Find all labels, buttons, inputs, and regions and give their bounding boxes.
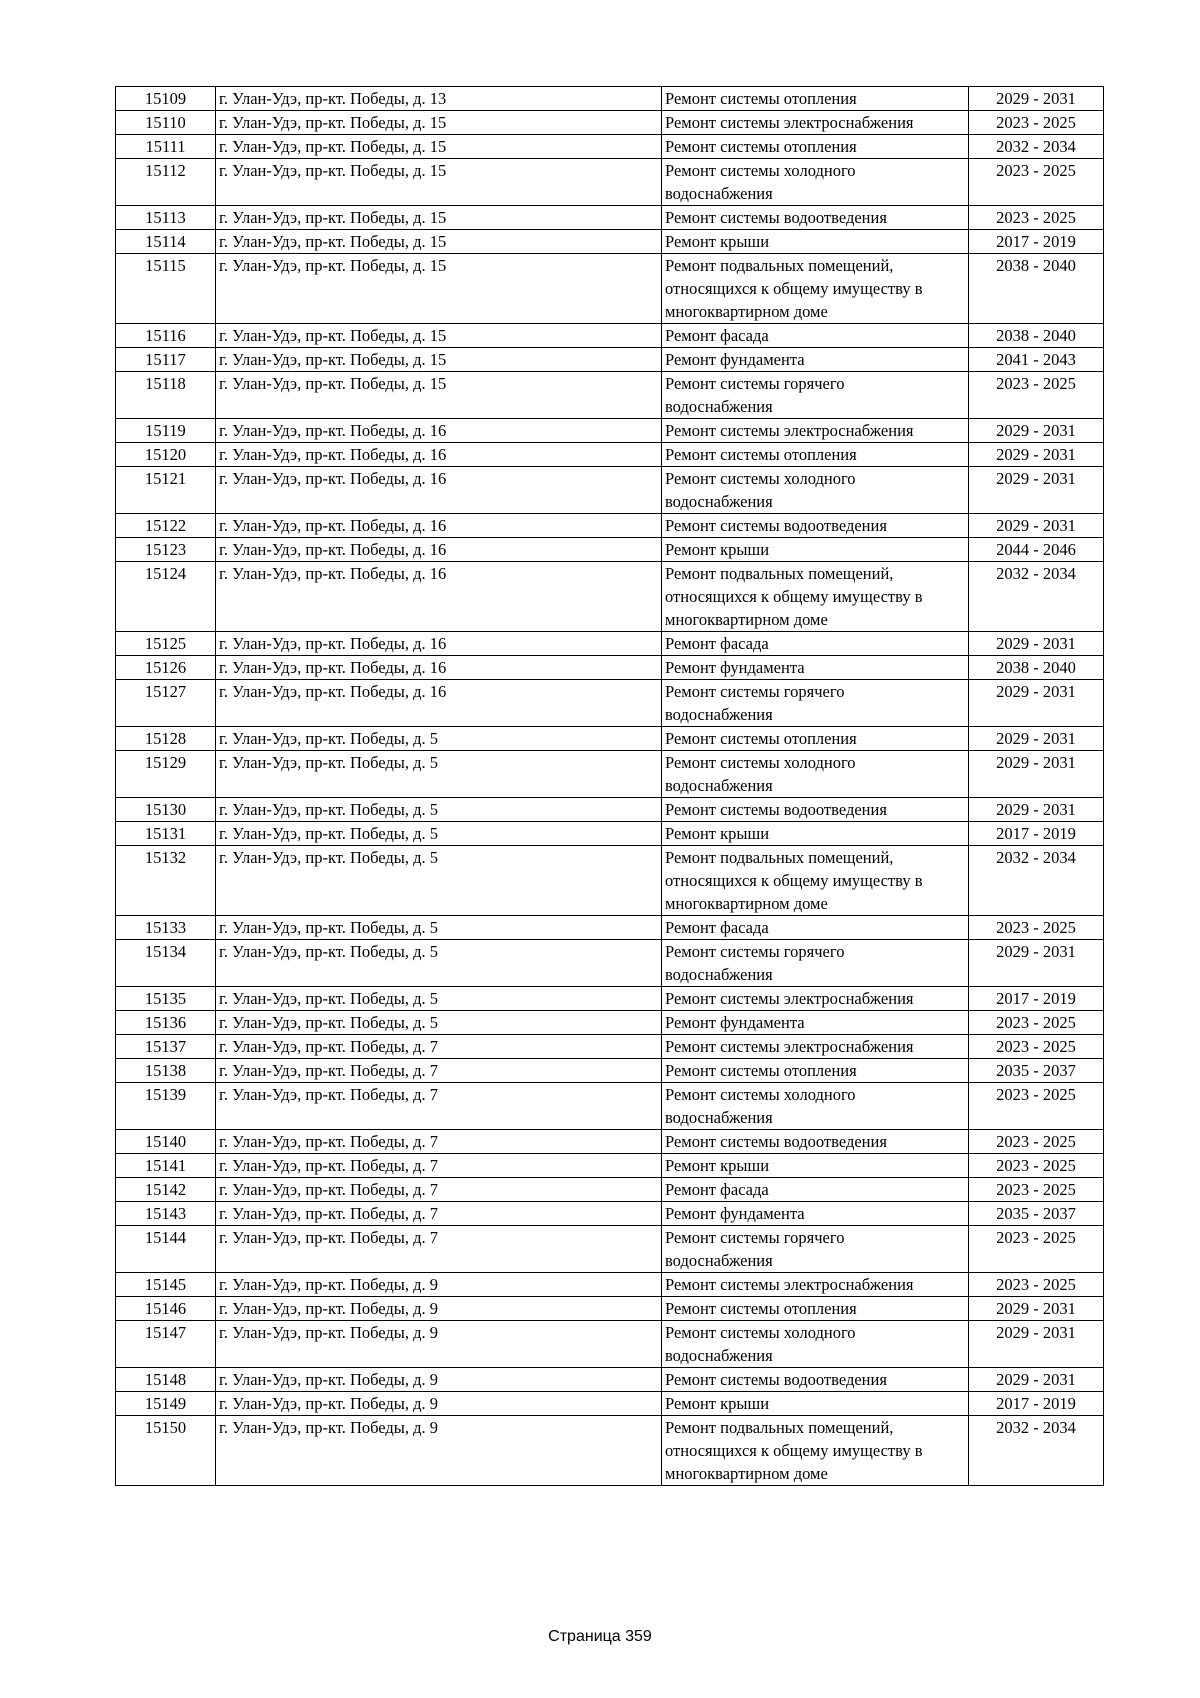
address-cell: г. Улан-Удэ, пр-кт. Победы, д. 15 <box>216 324 662 348</box>
row-number-cell: 15117 <box>116 348 216 372</box>
work-type-cell: Ремонт системы электроснабжения <box>662 419 969 443</box>
row-number-cell: 15142 <box>116 1178 216 1202</box>
address-cell: г. Улан-Удэ, пр-кт. Победы, д. 15 <box>216 135 662 159</box>
row-number-cell: 15122 <box>116 514 216 538</box>
address-cell: г. Улан-Удэ, пр-кт. Победы, д. 9 <box>216 1392 662 1416</box>
row-number-cell: 15141 <box>116 1154 216 1178</box>
work-type-cell: Ремонт фасада <box>662 324 969 348</box>
table-row <box>116 727 1104 751</box>
address-cell: г. Улан-Удэ, пр-кт. Победы, д. 16 <box>216 656 662 680</box>
table-row <box>116 372 1104 419</box>
table-row <box>116 538 1104 562</box>
address-cell: г. Улан-Удэ, пр-кт. Победы, д. 5 <box>216 798 662 822</box>
row-number-cell: 15115 <box>116 254 216 324</box>
table-row <box>116 1392 1104 1416</box>
work-type-cell: Ремонт подвальных помещений, относящихся к общему имуществу в многоквартирном доме <box>662 254 969 324</box>
work-type-cell: Ремонт системы водоотведения <box>662 1130 969 1154</box>
row-number-cell: 15129 <box>116 751 216 798</box>
address-cell: г. Улан-Удэ, пр-кт. Победы, д. 15 <box>216 206 662 230</box>
table-row <box>116 1202 1104 1226</box>
period-cell: 2023 - 2025 <box>969 1273 1104 1297</box>
address-cell: г. Улан-Удэ, пр-кт. Победы, д. 15 <box>216 372 662 419</box>
period-cell: 2023 - 2025 <box>969 372 1104 419</box>
period-cell: 2035 - 2037 <box>969 1059 1104 1083</box>
row-number-cell: 15133 <box>116 916 216 940</box>
row-number-cell: 15110 <box>116 111 216 135</box>
row-number-cell: 15127 <box>116 680 216 727</box>
period-cell: 2029 - 2031 <box>969 419 1104 443</box>
address-cell: г. Улан-Удэ, пр-кт. Победы, д. 7 <box>216 1059 662 1083</box>
work-type-cell: Ремонт системы горячего водоснабжения <box>662 940 969 987</box>
table-row <box>116 1130 1104 1154</box>
table-row <box>116 467 1104 514</box>
repair-schedule-table <box>115 86 1104 1486</box>
table-row <box>116 206 1104 230</box>
address-cell: г. Улан-Удэ, пр-кт. Победы, д. 5 <box>216 751 662 798</box>
row-number-cell: 15132 <box>116 846 216 916</box>
work-type-cell: Ремонт системы горячего водоснабжения <box>662 680 969 727</box>
table-row <box>116 514 1104 538</box>
row-number-cell: 15120 <box>116 443 216 467</box>
address-cell: г. Улан-Удэ, пр-кт. Победы, д. 15 <box>216 254 662 324</box>
work-type-cell: Ремонт системы водоотведения <box>662 798 969 822</box>
address-cell: г. Улан-Удэ, пр-кт. Победы, д. 7 <box>216 1130 662 1154</box>
period-cell: 2023 - 2025 <box>969 1035 1104 1059</box>
work-type-cell: Ремонт системы отопления <box>662 1059 969 1083</box>
row-number-cell: 15136 <box>116 1011 216 1035</box>
row-number-cell: 15134 <box>116 940 216 987</box>
period-cell: 2023 - 2025 <box>969 1154 1104 1178</box>
address-cell: г. Улан-Удэ, пр-кт. Победы, д. 16 <box>216 680 662 727</box>
table-row <box>116 1178 1104 1202</box>
table-row <box>116 135 1104 159</box>
work-type-cell: Ремонт системы электроснабжения <box>662 111 969 135</box>
row-number-cell: 15137 <box>116 1035 216 1059</box>
row-number-cell: 15109 <box>116 87 216 111</box>
table-row <box>116 159 1104 206</box>
table-row <box>116 632 1104 656</box>
work-type-cell: Ремонт системы горячего водоснабжения <box>662 372 969 419</box>
row-number-cell: 15126 <box>116 656 216 680</box>
period-cell: 2029 - 2031 <box>969 751 1104 798</box>
work-type-cell: Ремонт подвальных помещений, относящихся к общему имуществу в многоквартирном доме <box>662 846 969 916</box>
period-cell: 2023 - 2025 <box>969 916 1104 940</box>
period-cell: 2032 - 2034 <box>969 135 1104 159</box>
address-cell: г. Улан-Удэ, пр-кт. Победы, д. 5 <box>216 822 662 846</box>
period-cell: 2038 - 2040 <box>969 254 1104 324</box>
table-row <box>116 1273 1104 1297</box>
table-row <box>116 1297 1104 1321</box>
period-cell: 2029 - 2031 <box>969 1368 1104 1392</box>
table-row <box>116 846 1104 916</box>
period-cell: 2023 - 2025 <box>969 206 1104 230</box>
period-cell: 2038 - 2040 <box>969 656 1104 680</box>
work-type-cell: Ремонт системы водоотведения <box>662 206 969 230</box>
period-cell: 2023 - 2025 <box>969 1226 1104 1273</box>
work-type-cell: Ремонт фасада <box>662 916 969 940</box>
table-row <box>116 324 1104 348</box>
period-cell: 2041 - 2043 <box>969 348 1104 372</box>
table-row <box>116 1416 1104 1486</box>
row-number-cell: 15143 <box>116 1202 216 1226</box>
address-cell: г. Улан-Удэ, пр-кт. Победы, д. 9 <box>216 1297 662 1321</box>
work-type-cell: Ремонт системы отопления <box>662 135 969 159</box>
table-row <box>116 798 1104 822</box>
period-cell: 2017 - 2019 <box>969 987 1104 1011</box>
table-row <box>116 751 1104 798</box>
row-number-cell: 15118 <box>116 372 216 419</box>
work-type-cell: Ремонт крыши <box>662 822 969 846</box>
row-number-cell: 15148 <box>116 1368 216 1392</box>
table-row <box>116 1154 1104 1178</box>
address-cell: г. Улан-Удэ, пр-кт. Победы, д. 15 <box>216 159 662 206</box>
period-cell: 2029 - 2031 <box>969 1321 1104 1368</box>
work-type-cell: Ремонт системы электроснабжения <box>662 987 969 1011</box>
period-cell: 2029 - 2031 <box>969 798 1104 822</box>
address-cell: г. Улан-Удэ, пр-кт. Победы, д. 16 <box>216 514 662 538</box>
work-type-cell: Ремонт системы отопления <box>662 1297 969 1321</box>
row-number-cell: 15123 <box>116 538 216 562</box>
address-cell: г. Улан-Удэ, пр-кт. Победы, д. 15 <box>216 230 662 254</box>
row-number-cell: 15124 <box>116 562 216 632</box>
work-type-cell: Ремонт фундамента <box>662 656 969 680</box>
row-number-cell: 15114 <box>116 230 216 254</box>
period-cell: 2032 - 2034 <box>969 846 1104 916</box>
address-cell: г. Улан-Удэ, пр-кт. Победы, д. 7 <box>216 1226 662 1273</box>
work-type-cell: Ремонт системы холодного водоснабжения <box>662 159 969 206</box>
period-cell: 2029 - 2031 <box>969 680 1104 727</box>
page-number: Страница 359 <box>548 1628 652 1645</box>
work-type-cell: Ремонт системы отопления <box>662 727 969 751</box>
period-cell: 2023 - 2025 <box>969 1083 1104 1130</box>
table-row <box>116 443 1104 467</box>
address-cell: г. Улан-Удэ, пр-кт. Победы, д. 7 <box>216 1178 662 1202</box>
table-row <box>116 1226 1104 1273</box>
period-cell: 2044 - 2046 <box>969 538 1104 562</box>
period-cell: 2029 - 2031 <box>969 632 1104 656</box>
row-number-cell: 15111 <box>116 135 216 159</box>
work-type-cell: Ремонт системы холодного водоснабжения <box>662 751 969 798</box>
table-row <box>116 111 1104 135</box>
work-type-cell: Ремонт подвальных помещений, относящихся к общему имуществу в многоквартирном доме <box>662 1416 969 1486</box>
row-number-cell: 15116 <box>116 324 216 348</box>
address-cell: г. Улан-Удэ, пр-кт. Победы, д. 9 <box>216 1321 662 1368</box>
work-type-cell: Ремонт фундамента <box>662 1011 969 1035</box>
period-cell: 2029 - 2031 <box>969 467 1104 514</box>
row-number-cell: 15121 <box>116 467 216 514</box>
row-number-cell: 15149 <box>116 1392 216 1416</box>
address-cell: г. Улан-Удэ, пр-кт. Победы, д. 16 <box>216 632 662 656</box>
address-cell: г. Улан-Удэ, пр-кт. Победы, д. 9 <box>216 1273 662 1297</box>
address-cell: г. Улан-Удэ, пр-кт. Победы, д. 5 <box>216 1011 662 1035</box>
table-row <box>116 1368 1104 1392</box>
period-cell: 2017 - 2019 <box>969 230 1104 254</box>
period-cell: 2032 - 2034 <box>969 562 1104 632</box>
work-type-cell: Ремонт фасада <box>662 632 969 656</box>
row-number-cell: 15135 <box>116 987 216 1011</box>
table-row <box>116 1011 1104 1035</box>
address-cell: г. Улан-Удэ, пр-кт. Победы, д. 5 <box>216 987 662 1011</box>
table-row <box>116 254 1104 324</box>
period-cell: 2029 - 2031 <box>969 727 1104 751</box>
address-cell: г. Улан-Удэ, пр-кт. Победы, д. 5 <box>216 916 662 940</box>
work-type-cell: Ремонт фундамента <box>662 348 969 372</box>
address-cell: г. Улан-Удэ, пр-кт. Победы, д. 16 <box>216 562 662 632</box>
row-number-cell: 15128 <box>116 727 216 751</box>
work-type-cell: Ремонт системы холодного водоснабжения <box>662 1321 969 1368</box>
address-cell: г. Улан-Удэ, пр-кт. Победы, д. 7 <box>216 1202 662 1226</box>
row-number-cell: 15138 <box>116 1059 216 1083</box>
address-cell: г. Улан-Удэ, пр-кт. Победы, д. 7 <box>216 1154 662 1178</box>
address-cell: г. Улан-Удэ, пр-кт. Победы, д. 16 <box>216 538 662 562</box>
table-row <box>116 348 1104 372</box>
address-cell: г. Улан-Удэ, пр-кт. Победы, д. 15 <box>216 111 662 135</box>
period-cell: 2023 - 2025 <box>969 159 1104 206</box>
table-row <box>116 1035 1104 1059</box>
table-row <box>116 87 1104 111</box>
period-cell: 2017 - 2019 <box>969 822 1104 846</box>
period-cell: 2029 - 2031 <box>969 443 1104 467</box>
period-cell: 2029 - 2031 <box>969 1297 1104 1321</box>
work-type-cell: Ремонт фасада <box>662 1178 969 1202</box>
row-number-cell: 15147 <box>116 1321 216 1368</box>
work-type-cell: Ремонт крыши <box>662 538 969 562</box>
row-number-cell: 15150 <box>116 1416 216 1486</box>
work-type-cell: Ремонт крыши <box>662 230 969 254</box>
address-cell: г. Улан-Удэ, пр-кт. Победы, д. 7 <box>216 1083 662 1130</box>
period-cell: 2032 - 2034 <box>969 1416 1104 1486</box>
table-row <box>116 230 1104 254</box>
work-type-cell: Ремонт подвальных помещений, относящихся к общему имуществу в многоквартирном доме <box>662 562 969 632</box>
period-cell: 2023 - 2025 <box>969 1011 1104 1035</box>
row-number-cell: 15125 <box>116 632 216 656</box>
address-cell: г. Улан-Удэ, пр-кт. Победы, д. 16 <box>216 443 662 467</box>
table-row <box>116 822 1104 846</box>
table-row <box>116 987 1104 1011</box>
work-type-cell: Ремонт системы электроснабжения <box>662 1273 969 1297</box>
row-number-cell: 15139 <box>116 1083 216 1130</box>
period-cell: 2029 - 2031 <box>969 514 1104 538</box>
work-type-cell: Ремонт крыши <box>662 1154 969 1178</box>
work-type-cell: Ремонт системы отопления <box>662 87 969 111</box>
table-row <box>116 940 1104 987</box>
address-cell: г. Улан-Удэ, пр-кт. Победы, д. 7 <box>216 1035 662 1059</box>
work-type-cell: Ремонт фундамента <box>662 1202 969 1226</box>
work-type-cell: Ремонт системы горячего водоснабжения <box>662 1226 969 1273</box>
table-row <box>116 1059 1104 1083</box>
table-row <box>116 562 1104 632</box>
period-cell: 2029 - 2031 <box>969 940 1104 987</box>
period-cell: 2023 - 2025 <box>969 1130 1104 1154</box>
row-number-cell: 15145 <box>116 1273 216 1297</box>
table-row <box>116 916 1104 940</box>
period-cell: 2029 - 2031 <box>969 87 1104 111</box>
address-cell: г. Улан-Удэ, пр-кт. Победы, д. 9 <box>216 1416 662 1486</box>
address-cell: г. Улан-Удэ, пр-кт. Победы, д. 9 <box>216 1368 662 1392</box>
period-cell: 2035 - 2037 <box>969 1202 1104 1226</box>
work-type-cell: Ремонт системы отопления <box>662 443 969 467</box>
period-cell: 2038 - 2040 <box>969 324 1104 348</box>
work-type-cell: Ремонт системы холодного водоснабжения <box>662 467 969 514</box>
row-number-cell: 15144 <box>116 1226 216 1273</box>
work-type-cell: Ремонт системы холодного водоснабжения <box>662 1083 969 1130</box>
table-body <box>116 87 1104 1486</box>
row-number-cell: 15140 <box>116 1130 216 1154</box>
table-row <box>116 1321 1104 1368</box>
row-number-cell: 15113 <box>116 206 216 230</box>
table-row <box>116 419 1104 443</box>
table-row <box>116 1083 1104 1130</box>
row-number-cell: 15130 <box>116 798 216 822</box>
row-number-cell: 15119 <box>116 419 216 443</box>
address-cell: г. Улан-Удэ, пр-кт. Победы, д. 16 <box>216 467 662 514</box>
row-number-cell: 15146 <box>116 1297 216 1321</box>
address-cell: г. Улан-Удэ, пр-кт. Победы, д. 15 <box>216 348 662 372</box>
address-cell: г. Улан-Удэ, пр-кт. Победы, д. 16 <box>216 419 662 443</box>
work-type-cell: Ремонт крыши <box>662 1392 969 1416</box>
work-type-cell: Ремонт системы водоотведения <box>662 1368 969 1392</box>
period-cell: 2017 - 2019 <box>969 1392 1104 1416</box>
table-row <box>116 680 1104 727</box>
period-cell: 2023 - 2025 <box>969 111 1104 135</box>
row-number-cell: 15131 <box>116 822 216 846</box>
work-type-cell: Ремонт системы водоотведения <box>662 514 969 538</box>
address-cell: г. Улан-Удэ, пр-кт. Победы, д. 5 <box>216 940 662 987</box>
address-cell: г. Улан-Удэ, пр-кт. Победы, д. 5 <box>216 846 662 916</box>
address-cell: г. Улан-Удэ, пр-кт. Победы, д. 5 <box>216 727 662 751</box>
address-cell: г. Улан-Удэ, пр-кт. Победы, д. 13 <box>216 87 662 111</box>
table-row <box>116 656 1104 680</box>
row-number-cell: 15112 <box>116 159 216 206</box>
period-cell: 2023 - 2025 <box>969 1178 1104 1202</box>
work-type-cell: Ремонт системы электроснабжения <box>662 1035 969 1059</box>
